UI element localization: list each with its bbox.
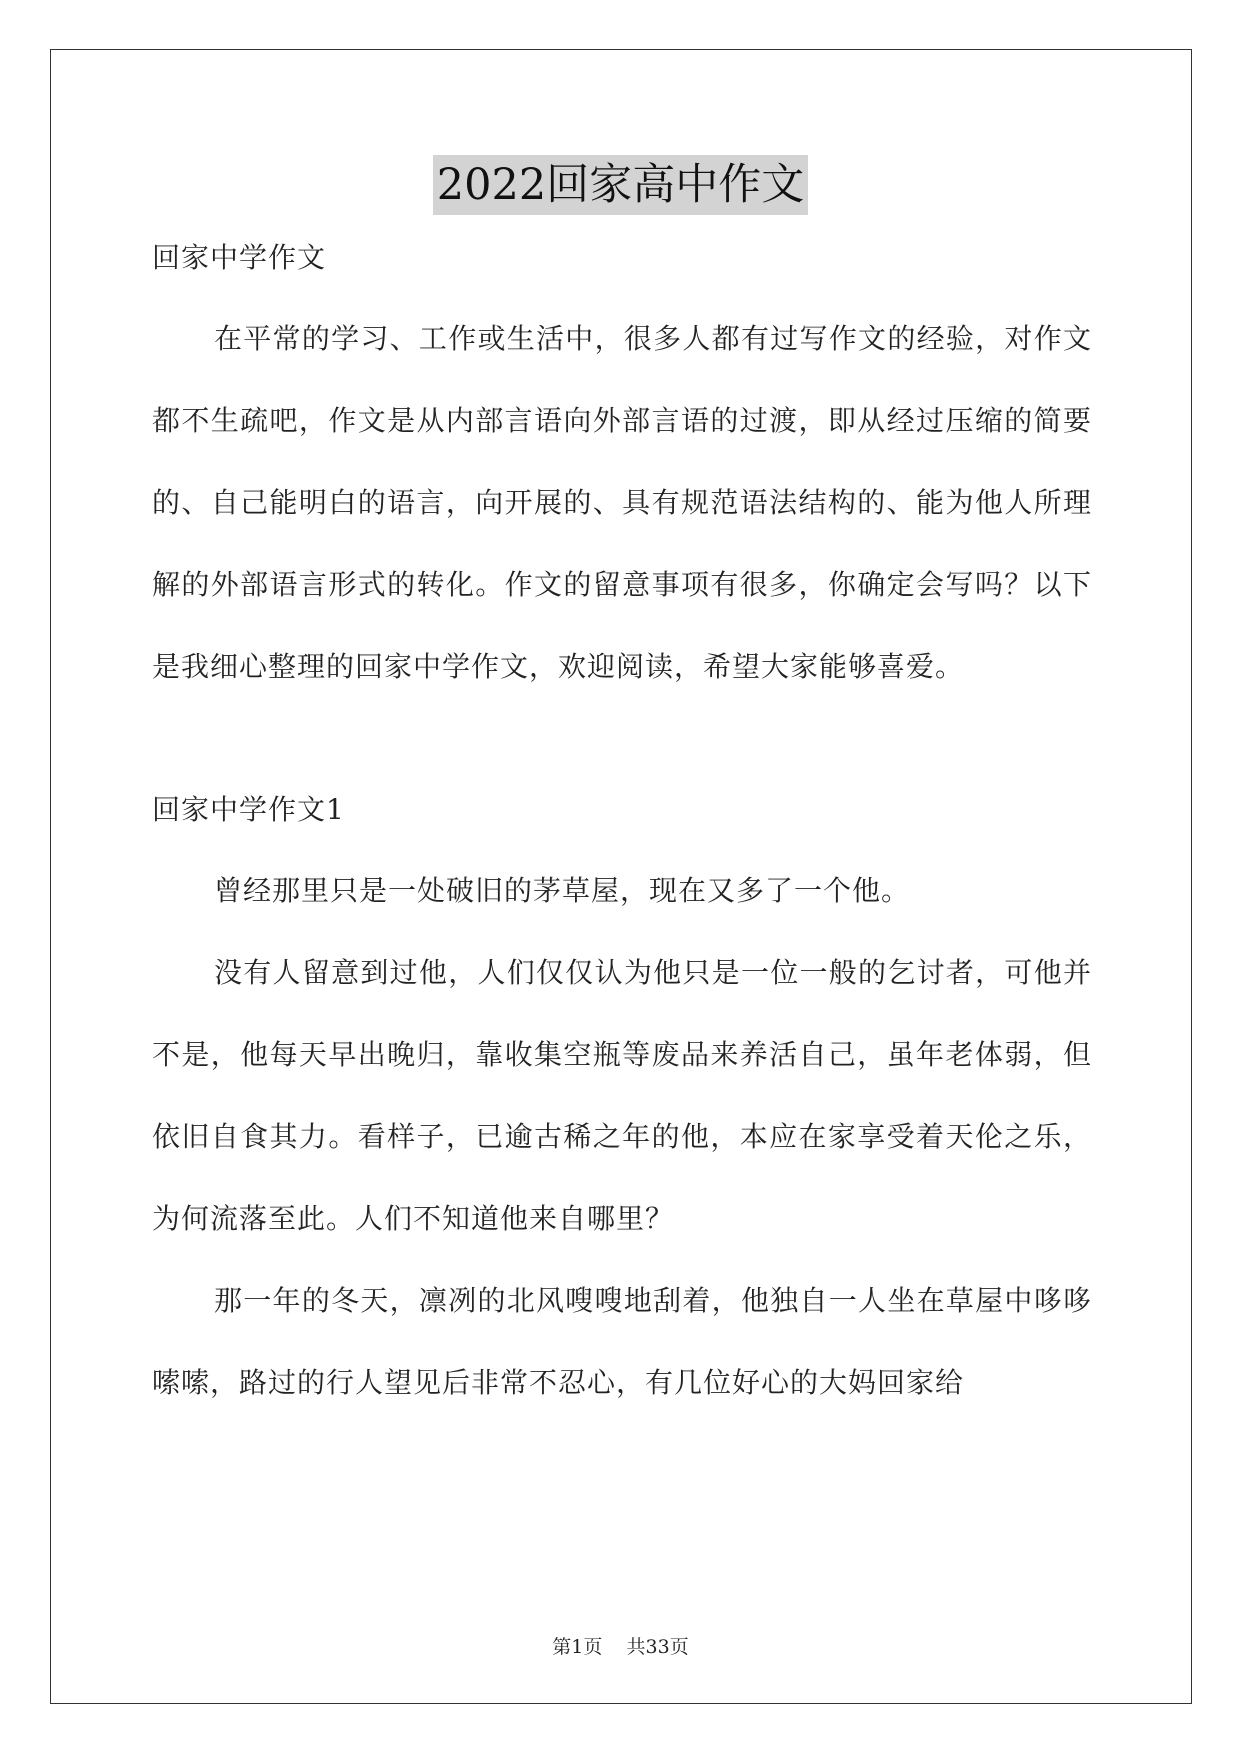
page-suffix: 页 bbox=[583, 1636, 603, 1658]
title-container bbox=[0, 155, 1241, 215]
section-heading-intro: 回家中学作文 bbox=[152, 241, 327, 274]
section-heading-essay-1: 回家中学作文1 bbox=[152, 793, 345, 826]
page-footer bbox=[0, 1632, 1241, 1659]
total-pages: 33 bbox=[645, 1636, 670, 1658]
page-prefix: 第 bbox=[552, 1636, 572, 1658]
total-suffix: 页 bbox=[669, 1636, 689, 1658]
document-body bbox=[152, 238, 1092, 1424]
document-title: 2022回家高中作文 bbox=[433, 155, 808, 215]
essay-paragraph: 没有人留意到过他，人们仅仅认为他只是一位一般的乞讨者，可他并不是，他每天早出晚归，靠收集空瓶等废品来养活自己，虽年老体弱，但依旧自食其力。看样子，已逾古稀之年的他，本应在家享受着天伦之乐，为何流落至此。人们不知道他来自哪里？ bbox=[152, 956, 1092, 1235]
intro-paragraph: 在平常的学习、工作或生活中，很多人都有过写作文的经验，对作文都不生疏吧，作文是从内部言语向外部言语的过渡，即从经过压缩的简要的、自己能明白的语言，向开展的、具有规范语法结构的、能为他人所理解的外部语言形式的转化。作文的留意事项有很多，你确定会写吗？以下是我细心整理的回家中学作文，欢迎阅读，希望大家能够喜爱。 bbox=[152, 322, 1092, 683]
page-number: 1 bbox=[571, 1636, 584, 1658]
essay-paragraph: 曾经那里只是一处破旧的茅草屋，现在又多了一个他。 bbox=[214, 874, 911, 907]
essay-paragraph: 那一年的冬天，凛冽的北风嗖嗖地刮着，他独自一人坐在草屋中哆哆嗦嗦，路过的行人望见后非常不忍心，有几位好心的大妈回家给 bbox=[152, 1284, 1092, 1399]
total-prefix: 共 bbox=[626, 1636, 646, 1658]
